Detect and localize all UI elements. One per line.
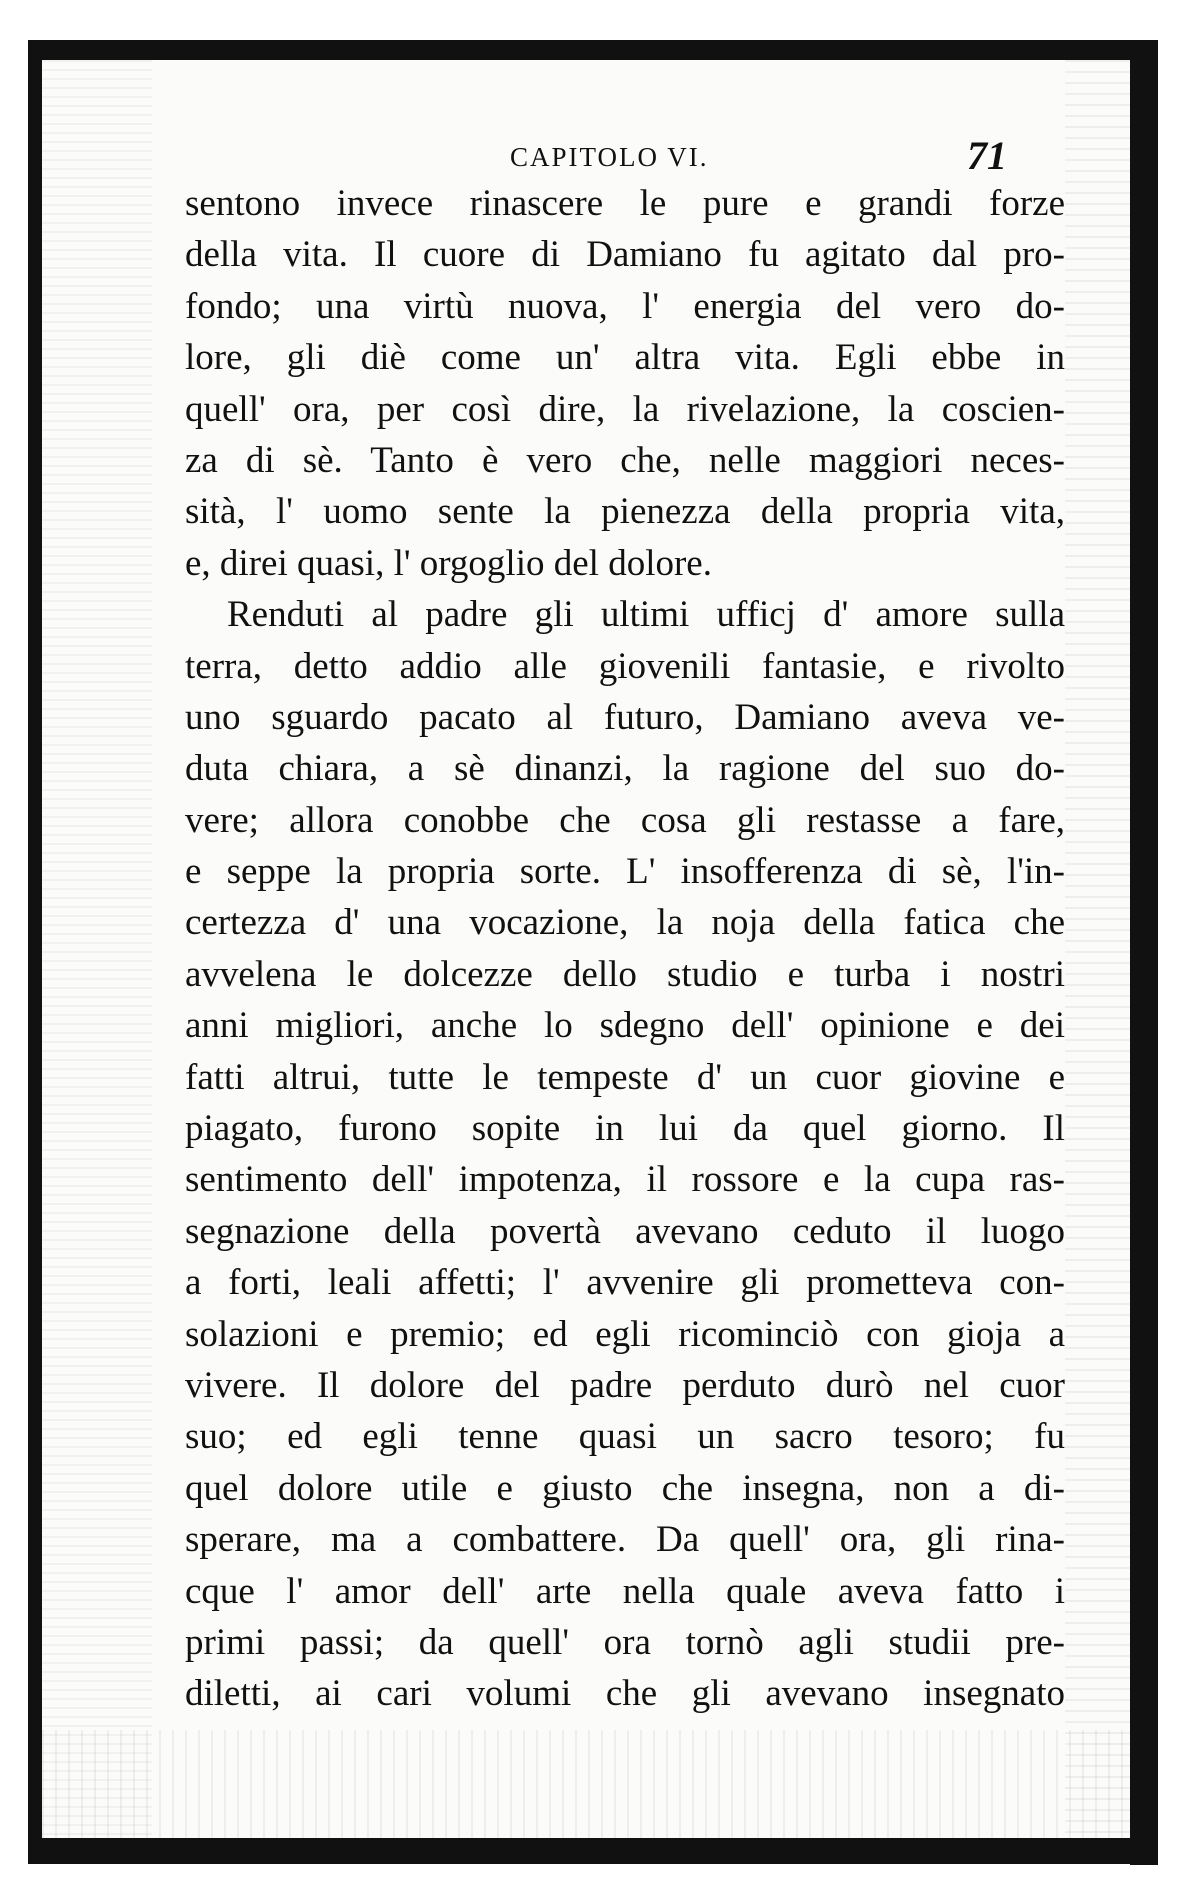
scan-border-top — [28, 40, 1158, 60]
text-line: e, direi quasi, l' orgoglio del dolore. — [185, 542, 712, 584]
text-line: piagato, furono sopite in lui da quel giorno. Il — [185, 1108, 1065, 1150]
text-line: fondo; una virtù nuova, l' energia del vero do- — [185, 285, 1065, 327]
text-line: terra, detto addio alle giovenili fantasie, e rivolto — [185, 645, 1065, 687]
text-line: solazioni e premio; ed egli ricominciò con gioja a — [185, 1313, 1065, 1355]
text-line: avvelena le dolcezze dello studio e turba i nostri — [185, 953, 1065, 995]
text-line: suo; ed egli tenne quasi un sacro tesoro; fu — [185, 1416, 1065, 1458]
text-line: quel dolore utile e giusto che insegna, non a di- — [185, 1467, 1065, 1509]
body-text — [185, 178, 1065, 1720]
text-line: lore, gli diè come un' altra vita. Egli ebbe in — [185, 337, 1065, 379]
text-line: duta chiara, a sè dinanzi, la ragione del suo do- — [185, 748, 1065, 790]
text-line: anni migliori, anche lo sdegno dell' opinione e dei — [185, 1005, 1065, 1047]
text-line: vere; allora conobbe che cosa gli restasse a fare, — [185, 799, 1065, 841]
text-line: sperare, ma a combattere. Da quell' ora, gli rina- — [185, 1519, 1065, 1561]
scan-border-left — [28, 40, 42, 1860]
page-header — [185, 133, 1065, 178]
text-line: della vita. Il cuore di Damiano fu agitato dal pro- — [185, 234, 1065, 276]
text-line: Renduti al padre gli ultimi ufficj d' amore sulla — [227, 594, 1065, 636]
text-line: sità, l' uomo sente la pienezza della propria vita, — [185, 491, 1065, 533]
text-line: fatti altrui, tutte le tempeste d' un cuor giovine e — [185, 1056, 1065, 1098]
scan-border-right — [1130, 55, 1158, 1865]
text-line: sentimento dell' impotenza, il rossore e la cupa ras- — [185, 1159, 1065, 1201]
scan-noise-bottom — [42, 1730, 1130, 1838]
text-line: a forti, leali affetti; l' avvenire gli prometteva con- — [185, 1262, 1065, 1304]
scan-border-bottom — [28, 1838, 1158, 1864]
text-line: segnazione della povertà avevano ceduto il luogo — [185, 1210, 1065, 1252]
text-line: za di sè. Tanto è vero che, nelle maggiori neces- — [185, 439, 1065, 481]
text-line: sentono invece rinascere le pure e grandi forze — [185, 183, 1065, 224]
text-line: cque l' amor dell' arte nella quale aveva fatto i — [185, 1570, 1065, 1612]
text-line: certezza d' una vocazione, la noja della fatica che — [185, 902, 1065, 944]
scan-noise-right — [1065, 60, 1130, 1838]
text-line: primi passi; da quell' ora tornò agli studii pre- — [185, 1621, 1065, 1663]
text-line: uno sguardo pacato al futuro, Damiano aveva ve- — [185, 696, 1065, 738]
running-head: CAPITOLO VI. — [510, 142, 709, 172]
text-line: vivere. Il dolore del padre perduto durò nel cuor — [185, 1364, 1065, 1406]
text-line: quell' ora, per così dire, la rivelazione, la coscien- — [185, 388, 1065, 430]
page-number: 71 — [967, 133, 1007, 178]
text-line: e seppe la propria sorte. L' insofferenza di sè, l'in- — [185, 851, 1065, 893]
scan-noise-left — [42, 60, 152, 1838]
text-line: diletti, ai cari volumi che gli avevano insegnato — [185, 1673, 1065, 1715]
